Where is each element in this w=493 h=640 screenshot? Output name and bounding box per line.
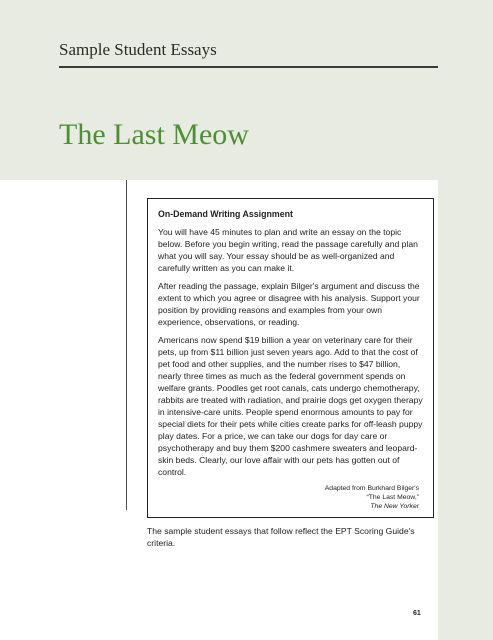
- section-title: Sample Student Essays: [59, 40, 217, 59]
- attribution: [158, 484, 419, 511]
- header-rule: [59, 66, 438, 68]
- passage-quote: Americans now spend $19 billion a year on veterinary care for their pets, up from $11 billion just seven years ago. Add to that the cost of pet food and other supplies, and the number rises to $47 billion, nearly three times as much as the federal government spends on welfare grants. Poodles get root canals, cats undergo chemotherapy, rabbits are treated with radiation, and prairie dogs get oxygen therapy in intensive-care units. People spend enormous amounts to pay for special diets for their pets while cities create parks for off-leash puppy play dates. For a price, we can take our dogs for day care or psychotherapy and buy them $200 cashmere sweaters and leopard-skin beds. Clearly, our love affair with our pets has gotten out of control.: [158, 335, 423, 477]
- assignment-instructions: You will have 45 minutes to plan and write an essay on the topic below. Before you begin writing, read the passage carefully and plan what you will say. Your essay should be as well-organized and carefully written as you can make it.: [158, 227, 418, 273]
- attribution-source: Adapted from Burkhard Bilger's: [324, 485, 419, 492]
- margin-rule: [126, 180, 127, 510]
- header-band: [0, 0, 493, 180]
- attribution-publication: The New Yorker: [370, 503, 419, 510]
- assignment-heading: On-Demand Writing Assignment: [158, 209, 293, 219]
- attribution-article: “The Last Meow,”: [366, 494, 419, 501]
- closing-text: The sample student essays that follow reflect the EPT Scoring Guide's criteria.: [147, 526, 415, 548]
- assignment-box: [147, 198, 434, 518]
- page-number: 61: [413, 610, 421, 617]
- page-title: The Last Meow: [59, 118, 249, 151]
- assignment-prompt: After reading the passage, explain Bilger's argument and discuss the extent to which you agree or disagree with his analysis. Support your position by providing reasons and examples from your own experience, observations, or reading.: [158, 281, 420, 327]
- side-band: [438, 180, 493, 640]
